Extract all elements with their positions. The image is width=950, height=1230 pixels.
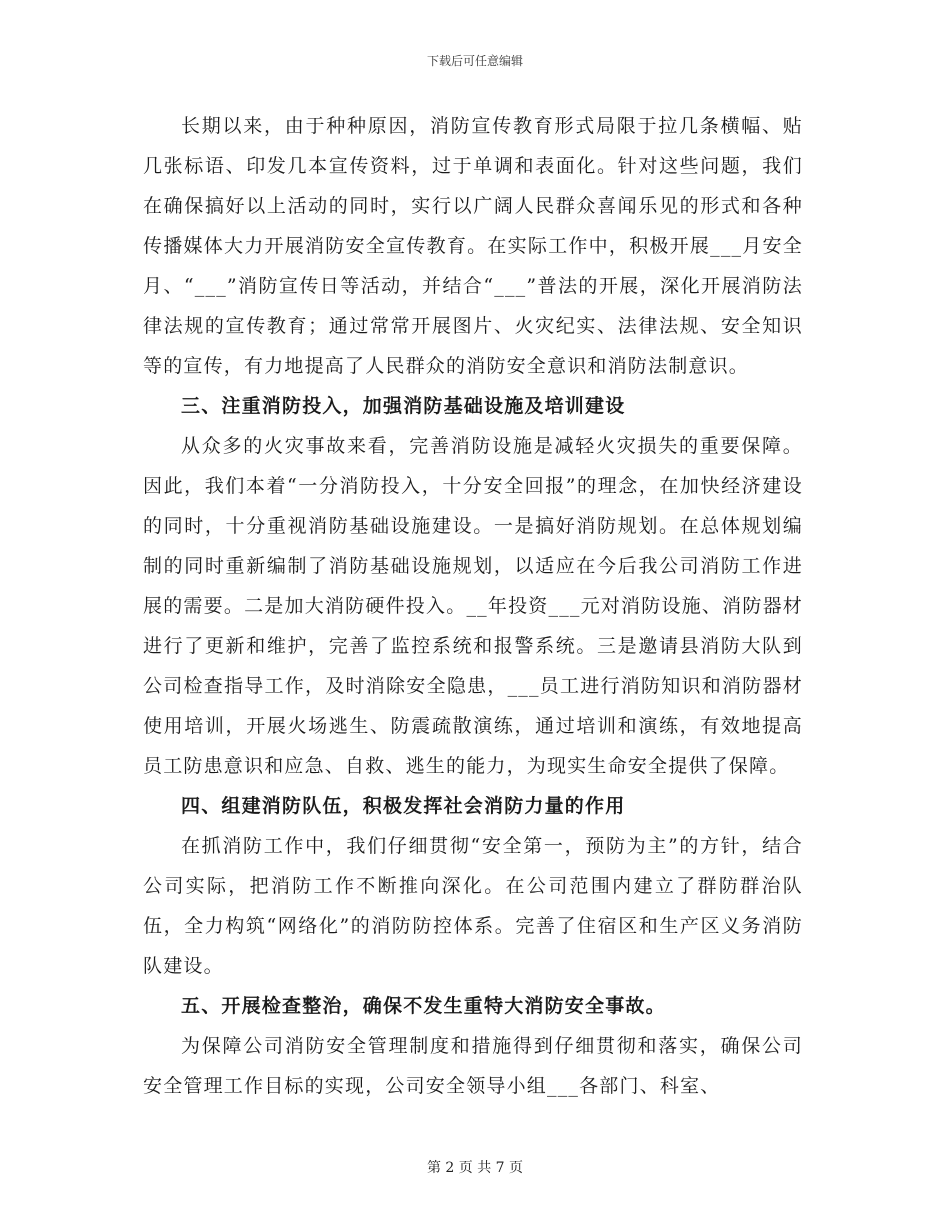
paragraph-publicity: 长期以来，由于种种原因，消防宣传教育形式局限于拉几条横幅、贴几张标语、印发几本宣传资料，过于单调和表面化。针对这些问题，我们在确保搞好以上活动的同时，实行以广阔人民群众喜闻乐见的形式和各种传播媒体大力开展消防安全宣传教育。在实际工作中，积极开展___月安全月、“___”消防宣传日等活动，并结合“___”普法的开展，深化开展消防法律法规的宣传教育；通过常常开展图片、火灾纪实、法律法规、安全知识等的宣传，有力地提高了人民群众的消防安全意识和消防法制意识。 — [143, 115, 803, 377]
page-footer: 第 2 页 共 7 页 — [426, 1160, 524, 1176]
paragraph-fire-team: 在抓消防工作中，我们仔细贯彻“安全第一，预防为主”的方针，结合公司实际，把消防工作不断推向深化。在公司范围内建立了群防群治队伍，全力构筑“网络化”的消防防控体系。完善了住宿区和生产区义务消防队建设。 — [143, 835, 803, 977]
document-body — [143, 106, 803, 1106]
page-header: 下载后可任意编辑 — [426, 54, 523, 68]
section-heading-3: 三、注重消防投入，加强消防基础设施及培训建设 — [181, 395, 626, 417]
section-heading-4: 四、组建消防队伍，积极发挥社会消防力量的作用 — [181, 795, 626, 817]
paragraph-investment: 从众多的火灾事故来看，完善消防设施是减轻火灾损失的重要保障。因此，我们本着“一分消防投入，十分安全回报”的理念，在加快经济建设的同时，十分重视消防基础设施建设。一是搞好消防规划。在总体规划编制的同时重新编制了消防基础设施规划，以适应在今后我公司消防工作进展的需要。二是加大消防硬件投入。__年投资___元对消防设施、消防器材进行了更新和维护，完善了监控系统和报警系统。三是邀请县消防大队到公司检查指导工作，及时消除安全隐患，___员工进行消防知识和消防器材使用培训，开展火场逃生、防震疏散演练，通过培训和演练，有效地提高员工防患意识和应急、自救、逃生的能力，为现实生命安全提供了保障。 — [143, 435, 803, 777]
section-heading-5: 五、开展检查整治，确保不发生重特大消防安全事故。 — [181, 995, 666, 1017]
paragraph-inspection: 为保障公司消防安全管理制度和措施得到仔细贯彻和落实，确保公司安全管理工作目标的实现，公司安全领导小组___各部门、科室、 — [143, 1035, 803, 1097]
